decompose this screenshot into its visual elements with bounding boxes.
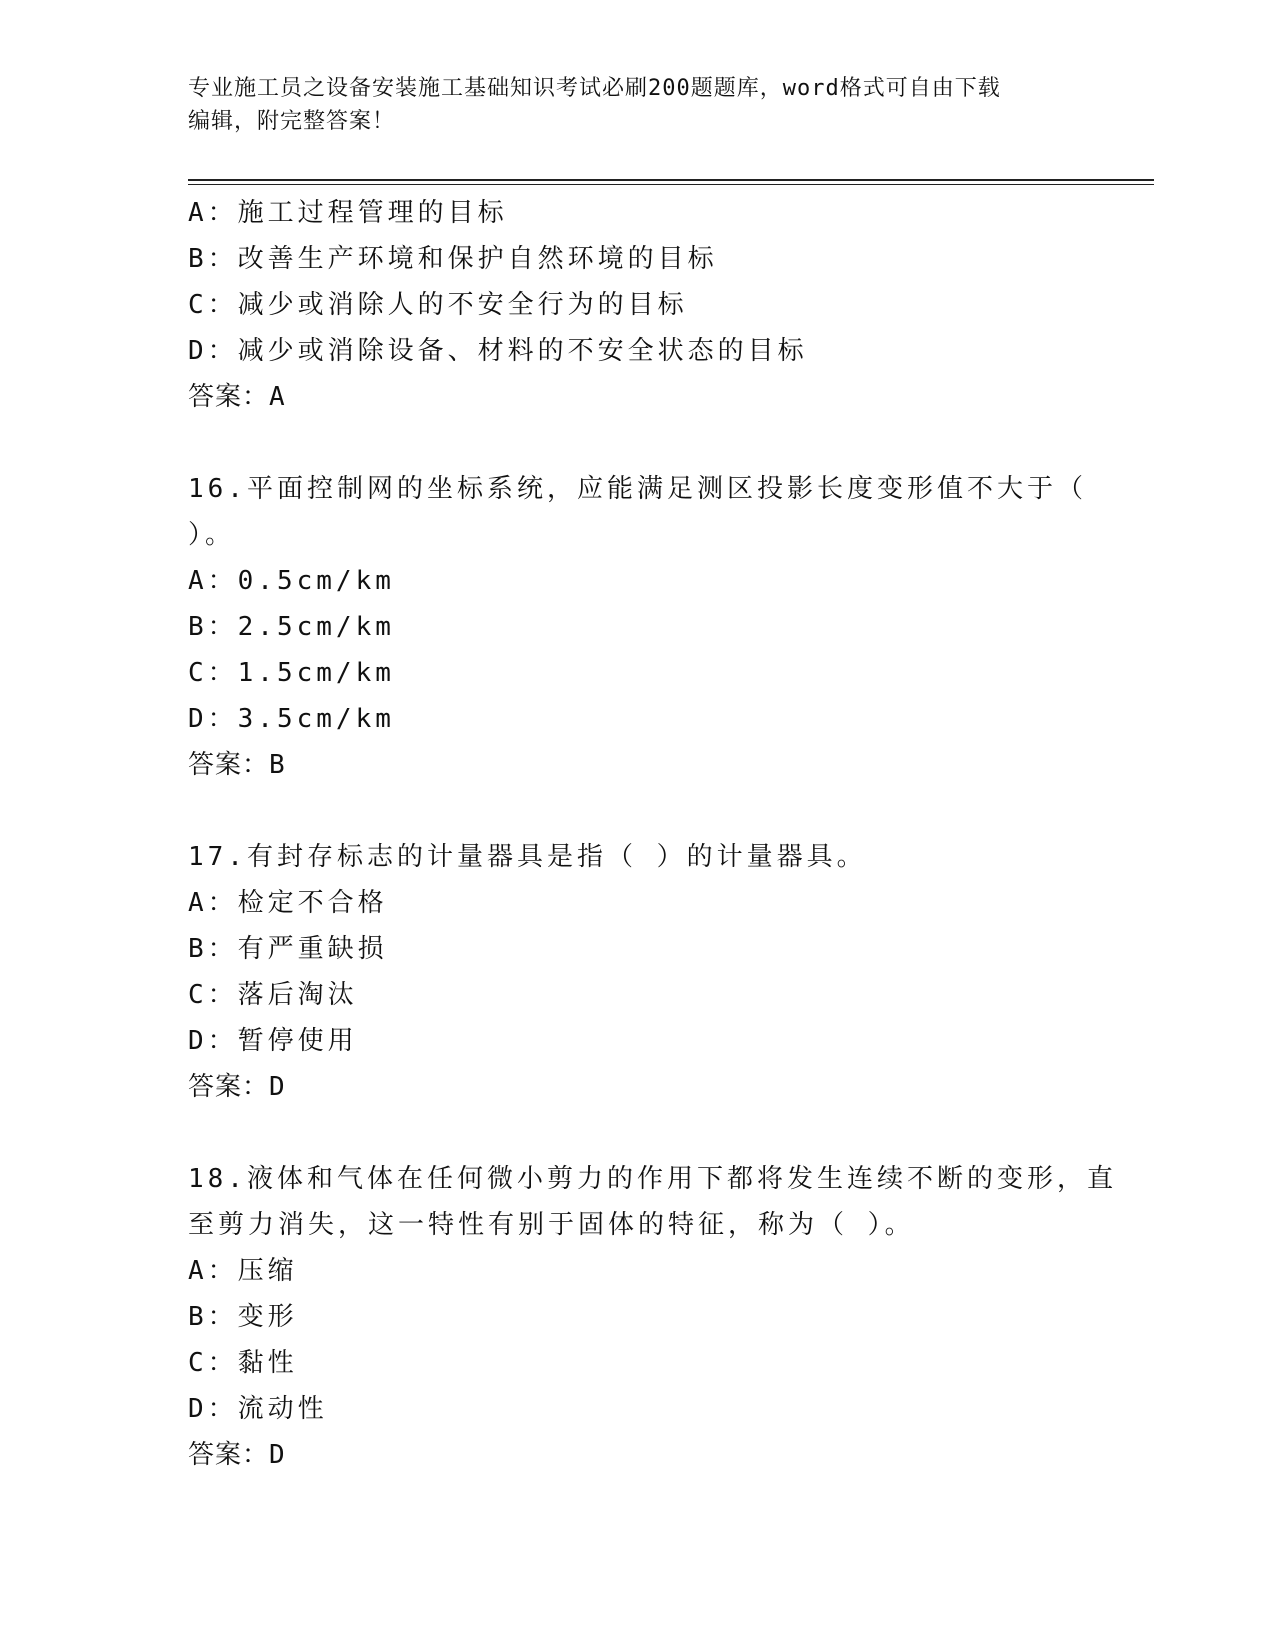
question-text-line-2: ）。 xyxy=(188,520,236,550)
question-18 xyxy=(188,1156,1117,1478)
option-b: B：2.5cm/km xyxy=(188,612,395,642)
option-c: C：1.5cm/km xyxy=(188,658,395,688)
answer-line: 答案：A xyxy=(188,382,286,412)
answer-line: 答案：D xyxy=(188,1072,286,1102)
question-15 xyxy=(188,190,1088,420)
question-text-line-1: 16.平面控制网的坐标系统，应能满足测区投影长度变形值不大于（ xyxy=(188,474,1087,504)
option-b: B：变形 xyxy=(188,1302,298,1332)
question-list xyxy=(188,190,1117,1478)
option-d: D：暂停使用 xyxy=(188,1026,358,1056)
option-c: C：落后淘汰 xyxy=(188,980,358,1010)
option-a: A：压缩 xyxy=(188,1256,298,1286)
header-line-2: 编辑，附完整答案！ xyxy=(188,109,396,134)
question-text-line-1: 18.液体和气体在任何微小剪力的作用下都将发生连续不断的变形，直 xyxy=(188,1164,1117,1194)
option-d: D：减少或消除设备、材料的不安全状态的目标 xyxy=(188,336,808,366)
option-c: C：黏性 xyxy=(188,1348,298,1378)
question-text-line-1: 17.有封存标志的计量器具是指（ ）的计量器具。 xyxy=(188,842,867,872)
answer-line: 答案：B xyxy=(188,750,286,780)
option-a: A：施工过程管理的目标 xyxy=(188,198,508,228)
question-17 xyxy=(188,834,1088,1110)
header-divider-thick xyxy=(188,179,1154,181)
option-d: D：3.5cm/km xyxy=(188,704,395,734)
option-b: B：改善生产环境和保护自然环境的目标 xyxy=(188,244,718,274)
answer-line: 答案：D xyxy=(188,1440,286,1470)
header-divider-thin xyxy=(188,184,1154,185)
question-text-line-2: 至剪力消失，这一特性有别于固体的特征，称为（ ）。 xyxy=(188,1210,915,1240)
option-a: A：0.5cm/km xyxy=(188,566,395,596)
document-header xyxy=(188,72,1088,138)
option-a: A：检定不合格 xyxy=(188,888,388,918)
option-b: B：有严重缺损 xyxy=(188,934,388,964)
option-d: D：流动性 xyxy=(188,1394,328,1424)
option-c: C：减少或消除人的不安全行为的目标 xyxy=(188,290,688,320)
question-16 xyxy=(188,466,1088,788)
header-line-1: 专业施工员之设备安装施工基础知识考试必刷200题题库，word格式可自由下载 xyxy=(188,76,1001,101)
